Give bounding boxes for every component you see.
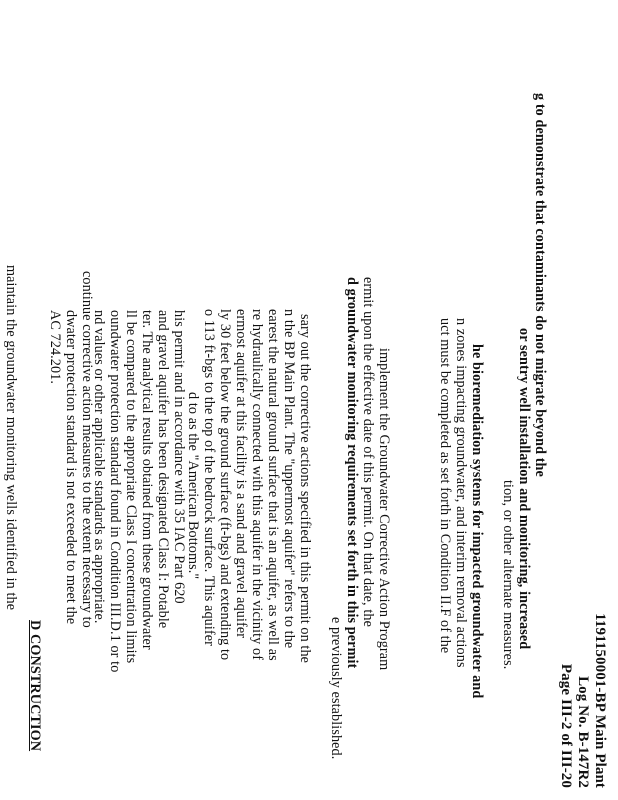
paragraph-4-line-2: n the BP Main Plant. The "uppermost aquifer" refers to the	[281, 309, 297, 649]
paragraph-3-line-1: implement the Groundwater Corrective Action Program	[376, 348, 392, 671]
paragraph-2-line-1: he bioremediation systems for impacted groundwater and	[469, 344, 485, 699]
header-log-number: Log No. B-147R2	[575, 676, 591, 788]
section-line-1: maintain the groundwater monitoring wells identified in the	[3, 265, 19, 611]
paragraph-5-line-3: ter. The analytical results obtained from these groundwater	[139, 310, 155, 650]
paragraph-1-line-1: g to demonstrate that contaminants do not migrate beyond the	[532, 93, 548, 477]
paragraph-4-line-8: d to as the "American Bottoms."	[185, 392, 201, 580]
paragraph-5-line-4: ll be compared to the appropriate Class I concentration limits	[123, 310, 139, 664]
paragraph-6-line-1: continue corrective action measures to the extent necessary to	[79, 271, 95, 628]
paragraph-6-line-3: AC 724.201.	[47, 310, 63, 385]
paragraph-4-line-7: o 113 ft-bgs to the top of the bedrock surface. This aquifer	[201, 309, 217, 646]
paragraph-3-line-2: ermit upon the effective date of this permit. On that date, the	[360, 277, 376, 627]
paragraph-4-line-4: re hydraulically connected with this aquifer in the vicinity of	[249, 309, 265, 661]
paragraph-4-line-6: ly 30 feet below the ground surface (ft-bgs) and extending to	[217, 309, 233, 661]
paragraph-4-line-5: ermost aquifer at this facility is a sand and gravel aquifer	[233, 309, 249, 639]
paragraph-5-line-5: oundwater protection standard found in Condition III.D.1 or to	[107, 310, 123, 673]
paragraph-5-line-1: his permit and in accordance with 35 IAC Part 620	[171, 310, 187, 604]
paragraph-5-line-2: and gravel aquifer has been designated Class I: Potable	[155, 310, 171, 629]
paragraph-3-line-3: d groundwater monitoring requirements set forth in this permit	[344, 277, 360, 669]
paragraph-6-line-2: dwater protection standard is not exceeded to meet the	[63, 310, 79, 625]
paragraph-1-line-3: tion, or other alternate measures.	[500, 480, 516, 670]
header-page-number: Page III-2 of III-20	[558, 663, 574, 788]
paragraph-2-line-3: uct must be completed as set forth in Condition II.F of the	[437, 318, 453, 654]
paragraph-4-line-1: sary out the corrective actions specified in this permit on the	[297, 314, 313, 664]
section-heading: D CONSTRUCTION	[27, 620, 43, 752]
paragraph-1-line-2: or sentry well installation and monitoring, increased	[516, 328, 532, 650]
paragraph-5-line-6: nd values or other applicable standards as appropriate.	[91, 310, 107, 624]
header-facility-id: 1191150001-BP Main Plant	[592, 613, 608, 788]
paragraph-2-line-2: n zones impacting groundwater, and interim removal actions	[453, 318, 469, 668]
paragraph-4-line-3: earest the natural ground surface that is an aquifer, as well as	[265, 309, 281, 661]
paragraph-3-line-4: e previously established.	[328, 617, 344, 760]
